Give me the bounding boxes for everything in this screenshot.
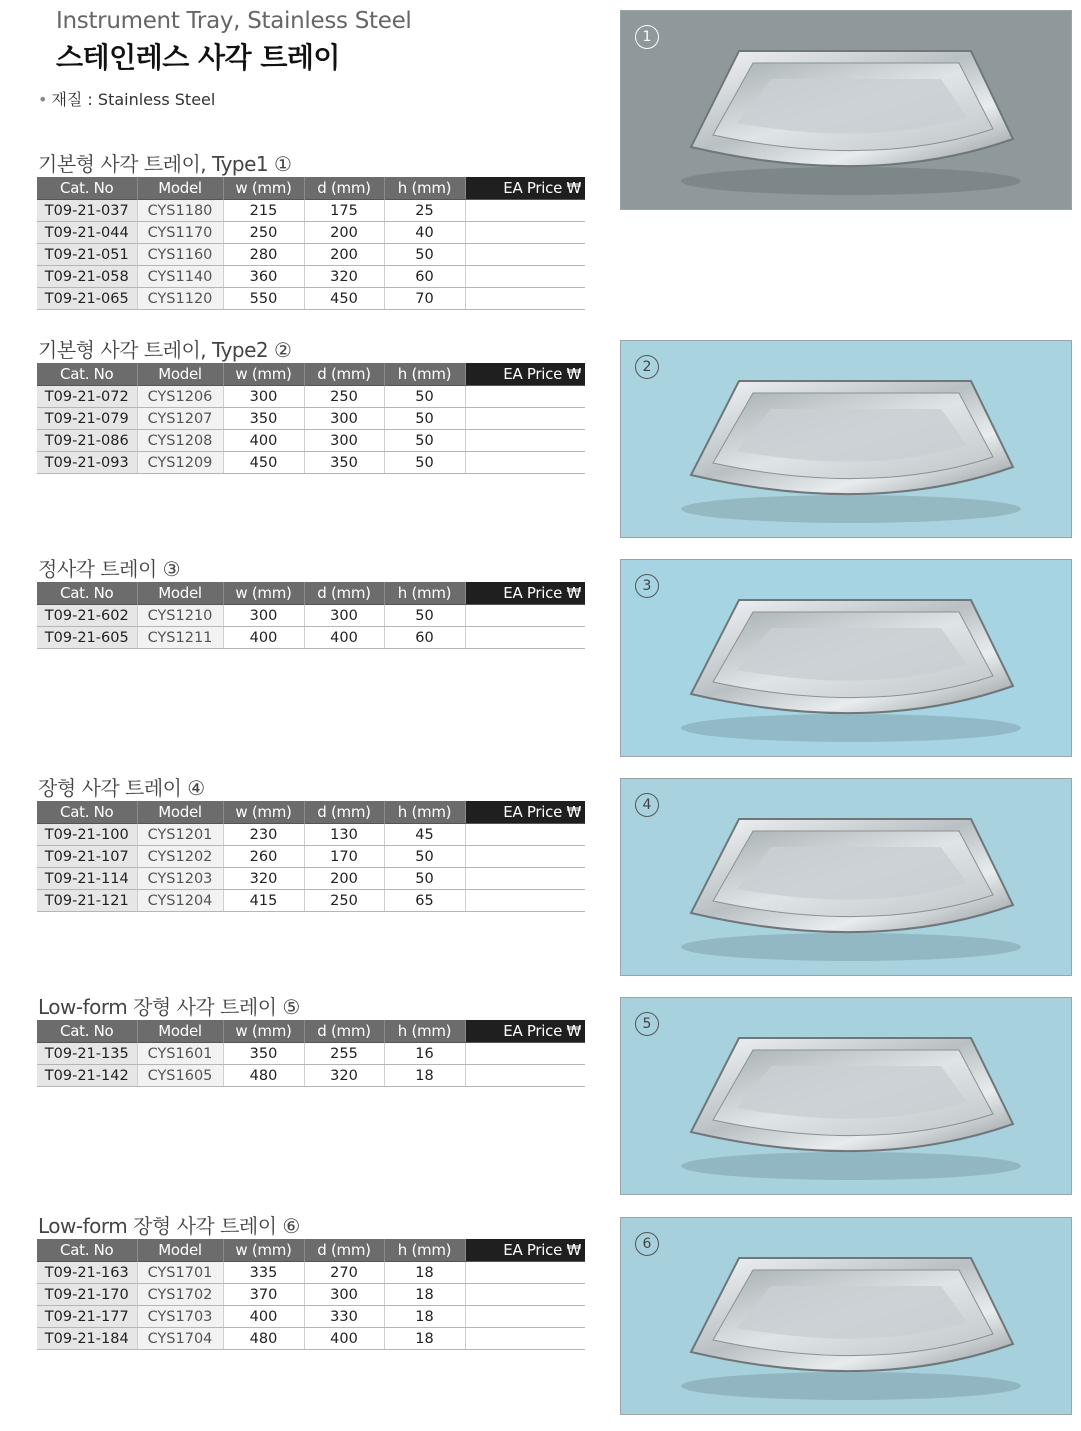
price-cell: [465, 200, 585, 222]
depth-header: d (mm): [304, 582, 384, 605]
depth-cell: 200: [304, 244, 384, 266]
price-cell: [465, 868, 585, 890]
model-cell: CYS1601: [137, 1043, 223, 1065]
height-cell: 50: [384, 868, 465, 890]
tray-illustration: [621, 779, 1071, 975]
product-section: [37, 995, 585, 1087]
section-title: 정사각 트레이 ③: [38, 557, 181, 581]
price-cell: [465, 222, 585, 244]
product-section: [37, 776, 585, 912]
title-english: Instrument Tray, Stainless Steel: [56, 8, 412, 34]
spec-table: [37, 801, 585, 912]
photo-number-badge: 6: [635, 1232, 659, 1256]
model-cell: CYS1140: [137, 266, 223, 288]
model-cell: CYS1605: [137, 1065, 223, 1087]
model-header: Model: [137, 582, 223, 605]
price-cell: [465, 824, 585, 846]
cat-no-cell: T09-21-044: [37, 222, 137, 244]
table-row: [37, 266, 585, 288]
price-cell: [465, 605, 585, 627]
model-header: Model: [137, 1020, 223, 1043]
height-cell: 70: [384, 288, 465, 310]
table-row: [37, 824, 585, 846]
price-cell: [465, 266, 585, 288]
width-cell: 335: [223, 1262, 304, 1284]
cat-no-header: Cat. No: [37, 1239, 137, 1262]
spec-table: [37, 1020, 585, 1087]
cat-no-cell: T09-21-079: [37, 408, 137, 430]
product-section: [37, 1214, 585, 1350]
cat-no-cell: T09-21-037: [37, 200, 137, 222]
table-row: [37, 222, 585, 244]
width-cell: 550: [223, 288, 304, 310]
photo-number-badge: 2: [635, 355, 659, 379]
height-header: h (mm): [384, 177, 465, 200]
bullet-icon: •: [38, 90, 48, 109]
cat-no-cell: T09-21-177: [37, 1306, 137, 1328]
width-cell: 400: [223, 1306, 304, 1328]
product-section: [37, 557, 585, 649]
width-header: w (mm): [223, 1020, 304, 1043]
width-cell: 400: [223, 627, 304, 649]
price-cell: [465, 627, 585, 649]
width-header: w (mm): [223, 582, 304, 605]
model-cell: CYS1703: [137, 1306, 223, 1328]
section-title: 기본형 사각 트레이, Type2 ②: [38, 338, 292, 362]
tray-photo: [620, 778, 1072, 976]
tray-illustration: [621, 998, 1071, 1194]
photo-number-badge: 3: [635, 574, 659, 598]
model-cell: CYS1203: [137, 868, 223, 890]
height-cell: 50: [384, 605, 465, 627]
cat-no-cell: T09-21-170: [37, 1284, 137, 1306]
cat-no-cell: T09-21-107: [37, 846, 137, 868]
model-cell: CYS1202: [137, 846, 223, 868]
table-row: [37, 1043, 585, 1065]
depth-cell: 320: [304, 1065, 384, 1087]
model-cell: CYS1204: [137, 890, 223, 912]
tray-photo: [620, 10, 1072, 210]
table-row: [37, 244, 585, 266]
price-cell: [465, 1328, 585, 1350]
depth-cell: 175: [304, 200, 384, 222]
depth-cell: 200: [304, 222, 384, 244]
width-cell: 370: [223, 1284, 304, 1306]
model-cell: CYS1208: [137, 430, 223, 452]
tray-illustration: [621, 1218, 1071, 1414]
table-header-row: [37, 582, 585, 605]
spec-table: [37, 363, 585, 474]
table-row: [37, 1262, 585, 1284]
price-cell: [465, 386, 585, 408]
tray-illustration: [621, 341, 1071, 537]
price-cell: [465, 890, 585, 912]
spec-table: [37, 1239, 585, 1350]
table-row: [37, 200, 585, 222]
cat-no-cell: T09-21-058: [37, 266, 137, 288]
height-header: h (mm): [384, 582, 465, 605]
price-cell: [465, 1306, 585, 1328]
width-cell: 300: [223, 386, 304, 408]
material-text: 재질 : Stainless Steel: [51, 90, 216, 109]
price-cell: [465, 1262, 585, 1284]
cat-no-header: Cat. No: [37, 177, 137, 200]
cat-no-cell: T09-21-065: [37, 288, 137, 310]
height-header: h (mm): [384, 363, 465, 386]
table-row: [37, 605, 585, 627]
width-cell: 280: [223, 244, 304, 266]
width-cell: 480: [223, 1065, 304, 1087]
height-cell: 50: [384, 386, 465, 408]
depth-header: d (mm): [304, 177, 384, 200]
depth-cell: 200: [304, 868, 384, 890]
cat-no-cell: T09-21-602: [37, 605, 137, 627]
height-cell: 65: [384, 890, 465, 912]
height-cell: 16: [384, 1043, 465, 1065]
height-cell: 18: [384, 1262, 465, 1284]
table-row: [37, 890, 585, 912]
model-cell: CYS1120: [137, 288, 223, 310]
table-header-row: [37, 177, 585, 200]
depth-cell: 350: [304, 452, 384, 474]
width-cell: 250: [223, 222, 304, 244]
cat-no-cell: T09-21-184: [37, 1328, 137, 1350]
section-title: 기본형 사각 트레이, Type1 ①: [38, 152, 292, 176]
model-header: Model: [137, 1239, 223, 1262]
height-cell: 25: [384, 200, 465, 222]
cat-no-cell: T09-21-093: [37, 452, 137, 474]
model-cell: CYS1180: [137, 200, 223, 222]
width-header: w (mm): [223, 801, 304, 824]
model-header: Model: [137, 363, 223, 386]
depth-cell: 300: [304, 430, 384, 452]
price-cell: [465, 288, 585, 310]
table-row: [37, 1328, 585, 1350]
photo-number-badge: 5: [635, 1012, 659, 1036]
model-cell: CYS1170: [137, 222, 223, 244]
table-row: [37, 1284, 585, 1306]
cat-no-cell: T09-21-121: [37, 890, 137, 912]
tray-illustration: [621, 11, 1071, 209]
model-cell: CYS1207: [137, 408, 223, 430]
width-cell: 450: [223, 452, 304, 474]
height-cell: 50: [384, 430, 465, 452]
width-cell: 360: [223, 266, 304, 288]
model-cell: CYS1701: [137, 1262, 223, 1284]
model-cell: CYS1206: [137, 386, 223, 408]
width-cell: 400: [223, 430, 304, 452]
depth-header: d (mm): [304, 1239, 384, 1262]
depth-cell: 320: [304, 266, 384, 288]
depth-cell: 450: [304, 288, 384, 310]
table-row: [37, 627, 585, 649]
title-korean: 스테인레스 사각 트레이: [56, 41, 340, 74]
width-cell: 300: [223, 605, 304, 627]
height-cell: 40: [384, 222, 465, 244]
section-title: 장형 사각 트레이 ④: [38, 776, 205, 800]
photo-number-badge: 4: [635, 793, 659, 817]
table-row: [37, 846, 585, 868]
tray-photo: [620, 340, 1072, 538]
model-cell: CYS1210: [137, 605, 223, 627]
table-row: [37, 868, 585, 890]
table-header-row: [37, 1239, 585, 1262]
price-header: EA Price ₩: [465, 363, 585, 386]
cat-no-cell: T09-21-100: [37, 824, 137, 846]
spec-table: [37, 582, 585, 649]
table-row: [37, 288, 585, 310]
model-header: Model: [137, 801, 223, 824]
height-cell: 18: [384, 1065, 465, 1087]
height-cell: 18: [384, 1306, 465, 1328]
depth-cell: 270: [304, 1262, 384, 1284]
table-header-row: [37, 363, 585, 386]
height-cell: 18: [384, 1328, 465, 1350]
model-header: Model: [137, 177, 223, 200]
height-cell: 45: [384, 824, 465, 846]
cat-no-cell: T09-21-142: [37, 1065, 137, 1087]
cat-no-header: Cat. No: [37, 801, 137, 824]
table-row: [37, 408, 585, 430]
cat-no-cell: T09-21-135: [37, 1043, 137, 1065]
tray-photo: [620, 997, 1072, 1195]
height-cell: 60: [384, 266, 465, 288]
height-cell: 50: [384, 244, 465, 266]
section-title: Low-form 장형 사각 트레이 ⑤: [38, 995, 300, 1019]
model-cell: CYS1211: [137, 627, 223, 649]
width-header: w (mm): [223, 1239, 304, 1262]
material-line: [38, 87, 215, 110]
table-row: [37, 1065, 585, 1087]
model-cell: CYS1704: [137, 1328, 223, 1350]
price-cell: [465, 452, 585, 474]
price-cell: [465, 430, 585, 452]
depth-cell: 400: [304, 1328, 384, 1350]
price-header: EA Price ₩: [465, 801, 585, 824]
width-cell: 350: [223, 408, 304, 430]
width-cell: 350: [223, 1043, 304, 1065]
height-cell: 50: [384, 452, 465, 474]
cat-no-header: Cat. No: [37, 363, 137, 386]
cat-no-cell: T09-21-086: [37, 430, 137, 452]
height-cell: 60: [384, 627, 465, 649]
price-header: EA Price ₩: [465, 1239, 585, 1262]
cat-no-header: Cat. No: [37, 1020, 137, 1043]
width-cell: 480: [223, 1328, 304, 1350]
price-cell: [465, 1284, 585, 1306]
depth-cell: 400: [304, 627, 384, 649]
product-section: [37, 338, 585, 474]
cat-no-cell: T09-21-051: [37, 244, 137, 266]
table-header-row: [37, 801, 585, 824]
width-cell: 415: [223, 890, 304, 912]
cat-no-header: Cat. No: [37, 582, 137, 605]
price-header: EA Price ₩: [465, 1020, 585, 1043]
width-cell: 215: [223, 200, 304, 222]
product-section: [37, 152, 585, 310]
depth-header: d (mm): [304, 1020, 384, 1043]
cat-no-cell: T09-21-072: [37, 386, 137, 408]
height-header: h (mm): [384, 1020, 465, 1043]
height-header: h (mm): [384, 801, 465, 824]
height-cell: 50: [384, 846, 465, 868]
photo-number-badge: 1: [635, 25, 659, 49]
spec-table: [37, 177, 585, 310]
depth-cell: 255: [304, 1043, 384, 1065]
cat-no-cell: T09-21-114: [37, 868, 137, 890]
width-header: w (mm): [223, 363, 304, 386]
depth-cell: 250: [304, 890, 384, 912]
width-cell: 230: [223, 824, 304, 846]
depth-cell: 300: [304, 408, 384, 430]
model-cell: CYS1201: [137, 824, 223, 846]
table-row: [37, 386, 585, 408]
tray-photo: [620, 559, 1072, 757]
price-cell: [465, 1043, 585, 1065]
width-header: w (mm): [223, 177, 304, 200]
depth-cell: 300: [304, 1284, 384, 1306]
depth-cell: 170: [304, 846, 384, 868]
price-header: EA Price ₩: [465, 582, 585, 605]
section-title: Low-form 장형 사각 트레이 ⑥: [38, 1214, 300, 1238]
width-cell: 260: [223, 846, 304, 868]
depth-cell: 330: [304, 1306, 384, 1328]
table-row: [37, 1306, 585, 1328]
price-cell: [465, 1065, 585, 1087]
width-cell: 320: [223, 868, 304, 890]
height-cell: 18: [384, 1284, 465, 1306]
height-header: h (mm): [384, 1239, 465, 1262]
depth-header: d (mm): [304, 801, 384, 824]
price-cell: [465, 244, 585, 266]
depth-header: d (mm): [304, 363, 384, 386]
table-row: [37, 452, 585, 474]
cat-no-cell: T09-21-605: [37, 627, 137, 649]
model-cell: CYS1160: [137, 244, 223, 266]
table-header-row: [37, 1020, 585, 1043]
depth-cell: 250: [304, 386, 384, 408]
model-cell: CYS1702: [137, 1284, 223, 1306]
model-cell: CYS1209: [137, 452, 223, 474]
height-cell: 50: [384, 408, 465, 430]
price-header: EA Price ₩: [465, 177, 585, 200]
price-cell: [465, 846, 585, 868]
table-row: [37, 430, 585, 452]
depth-cell: 130: [304, 824, 384, 846]
cat-no-cell: T09-21-163: [37, 1262, 137, 1284]
price-cell: [465, 408, 585, 430]
depth-cell: 300: [304, 605, 384, 627]
tray-illustration: [621, 560, 1071, 756]
tray-photo: [620, 1217, 1072, 1415]
